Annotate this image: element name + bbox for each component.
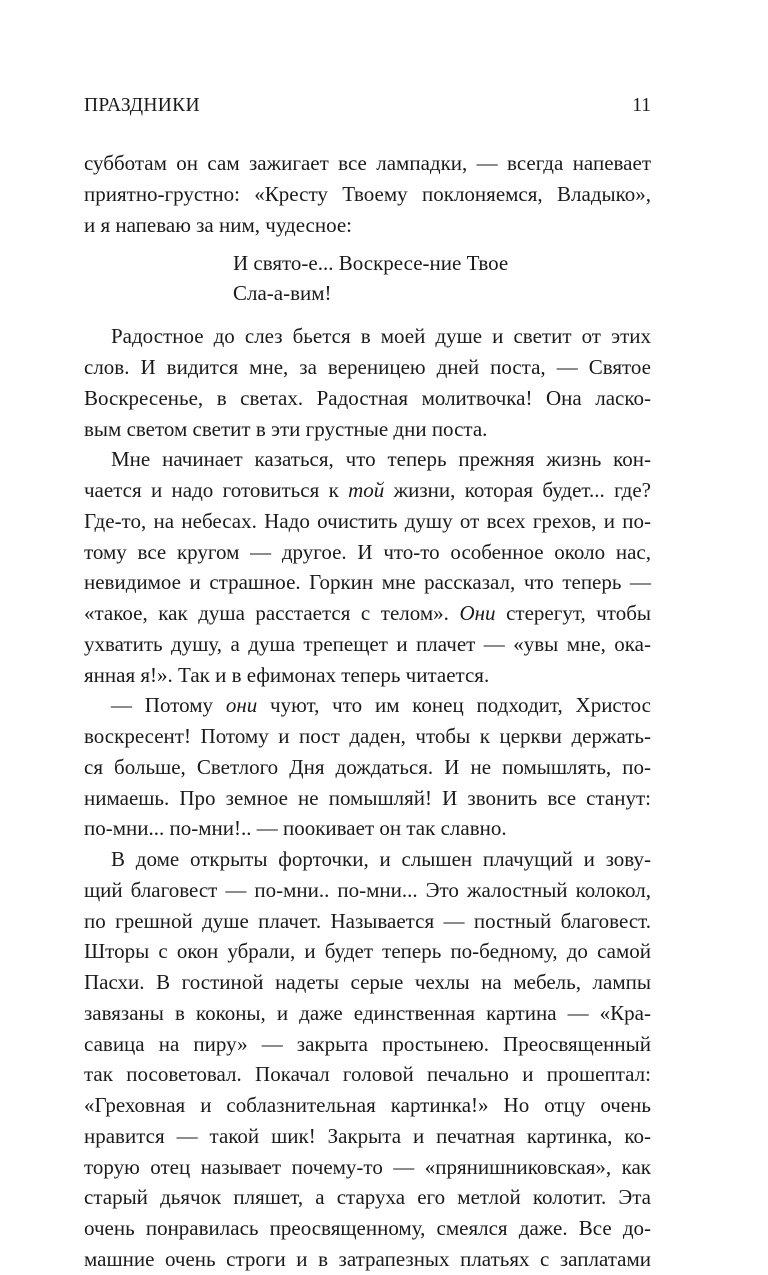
text-line bbox=[84, 690, 651, 721]
text-run: стерегут, чтобы bbox=[495, 601, 651, 625]
emphasis: они bbox=[225, 693, 258, 718]
text-line: Радостное до слез бьется в моей душе и светит от этих bbox=[111, 324, 651, 349]
paragraph bbox=[84, 844, 651, 1275]
paragraph-dialogue bbox=[84, 690, 651, 844]
text-line: вым светом светит в эти грустные дни поста. bbox=[84, 416, 488, 441]
body-text bbox=[84, 148, 651, 1275]
text-line: по грешной душе плачет. Называется — постный благовест. bbox=[84, 908, 651, 933]
text-line: нравится — такой шик! Закрыта и печатная картинка, ко- bbox=[84, 1123, 651, 1148]
text-run: чается и надо готовиться к bbox=[84, 478, 349, 502]
verse-line: И свято-е... Воскресе-ние Твое bbox=[233, 251, 509, 276]
text-line: Шторы с окон убрали, и будет теперь по-бедному, до самой bbox=[84, 939, 651, 964]
paragraph bbox=[84, 321, 651, 444]
page-number: 11 bbox=[632, 95, 651, 116]
text-line: и я напеваю за ним, чудесное: bbox=[84, 212, 353, 237]
text-line bbox=[84, 598, 651, 629]
text-line: В доме открыты форточки, и слышен плачущий и зову- bbox=[111, 847, 651, 871]
text-line: машние очень строги и в затрапезных платьях с заплатами bbox=[84, 1246, 651, 1271]
text-line: завязаны в коконы, и даже единственная картина — «Кра- bbox=[84, 1000, 651, 1025]
emphasis: той bbox=[348, 478, 385, 502]
text-line: «Греховная и соблазнительная картинка!» Но отцу очень bbox=[84, 1093, 651, 1117]
text-run: — Потому bbox=[111, 693, 226, 718]
text-line: воскресент! Потому и пост даден, чтобы к церкви держать- bbox=[84, 724, 651, 748]
text-line: так посоветовал. Покачал головой печально и прошептал: bbox=[84, 1062, 651, 1087]
verse-line: Сла-а-вим! bbox=[233, 281, 332, 306]
text-line bbox=[84, 475, 651, 506]
text-line: Где-то, на небесах. Надо очистить душу от всех грехов, и по- bbox=[84, 508, 651, 533]
paragraph bbox=[84, 444, 651, 690]
text-line: очень понравилась преосвященному, смеялся даже. Все до- bbox=[84, 1216, 651, 1240]
text-line: ся больше, Светлого Дня дождаться. И не помышлять, по- bbox=[84, 754, 651, 779]
text-run: «такое, как душа расстается с телом». bbox=[84, 601, 460, 625]
text-line: нимаешь. Про земное не помышляй! И звонить все станут: bbox=[84, 785, 651, 810]
text-run: чуют, что им конец подходит, Христос bbox=[257, 693, 651, 718]
text-line: тому все кругом — другое. И что-то особенное около нас, bbox=[84, 539, 651, 564]
text-line: Мне начинает казаться, что теперь прежняя жизнь кон- bbox=[111, 447, 651, 472]
text-line: по-мни... по-мни!.. — поокивает он так славно. bbox=[84, 816, 507, 841]
emphasis: Они bbox=[459, 601, 496, 625]
paragraph-continued bbox=[84, 148, 651, 240]
text-line: Воскресенье, в светах. Радостная молитвочка! Она ласко- bbox=[84, 385, 651, 410]
text-line: ухватить душу, а душа трепещет и плачет — «увы мне, ока- bbox=[84, 631, 651, 656]
text-line: старый дьячок пляшет, а старуха его метлой колотит. Эта bbox=[84, 1185, 651, 1210]
text-run: жизни, которая будет... где? bbox=[384, 478, 651, 502]
text-line: савица на пиру» — закрыта простынею. Преосвященный bbox=[84, 1031, 651, 1056]
text-line: щий благовест — по-мни.. по-мни... Это жалостный колокол, bbox=[84, 877, 651, 902]
text-line: невидимое и страшное. Горкин мне рассказал, что теперь — bbox=[84, 570, 651, 595]
text-line: торую отец называет почему-то — «прянишниковская», как bbox=[84, 1154, 651, 1179]
text-line: субботам он сам зажигает все лампадки, — всегда напевает bbox=[84, 151, 651, 175]
text-line: Пасхи. В гостиной надеты серые чехлы на мебель, лампы bbox=[84, 970, 651, 994]
text-line: приятно-грустно: «Кресту Твоему поклоняемся, Владыко», bbox=[84, 181, 651, 206]
text-line: янная я!». Так и в ефимонах теперь читается. bbox=[84, 662, 490, 687]
section-title: ПРАЗДНИКИ bbox=[84, 95, 200, 116]
text-line: слов. И видится мне, за вереницею дней поста, — Святое bbox=[84, 355, 651, 379]
verse-quote bbox=[233, 248, 651, 308]
